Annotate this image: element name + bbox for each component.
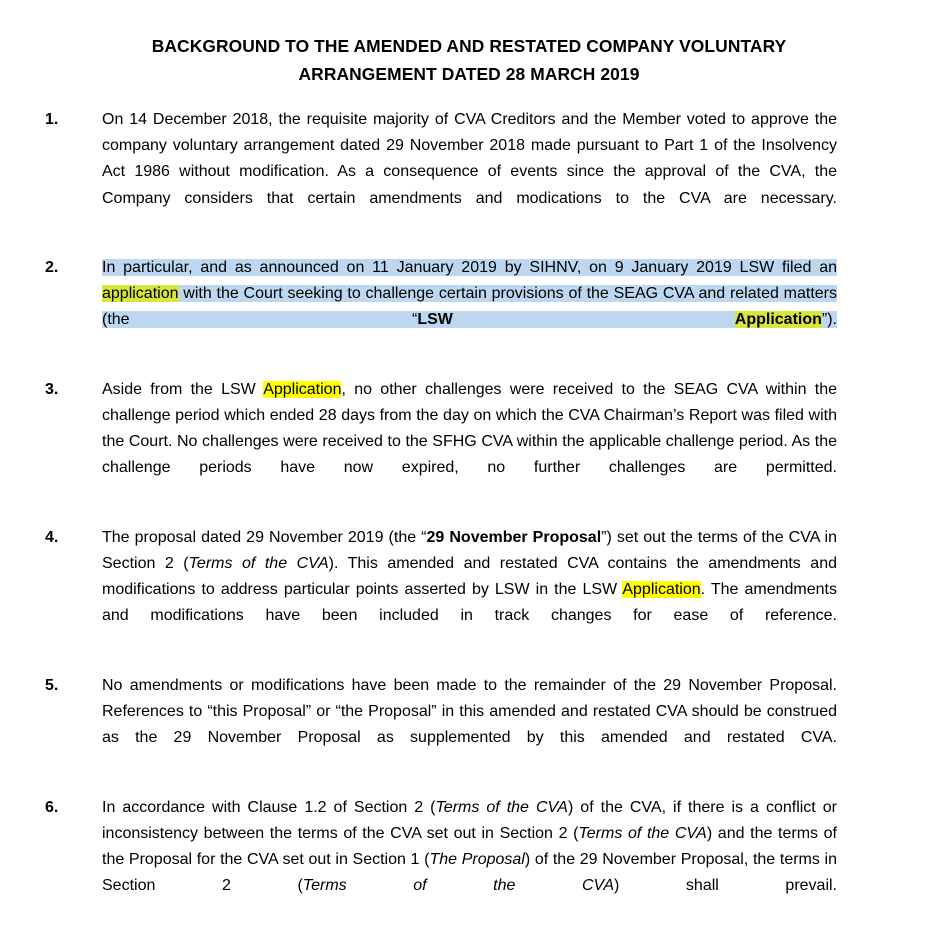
highlighted-text: Application bbox=[263, 380, 342, 398]
clause-item bbox=[0, 107, 938, 238]
clause-number: 2. bbox=[45, 259, 59, 277]
clause-item bbox=[0, 377, 938, 508]
clause-text bbox=[102, 795, 837, 926]
clause-text bbox=[102, 673, 837, 778]
text-run: ”) set out the terms of the CVA in Section 2 ( bbox=[102, 528, 837, 573]
text-run: ) and the terms of the Proposal for the CVA set out in Section 1 ( bbox=[102, 824, 837, 869]
text-run: ) shall prevail. bbox=[614, 877, 838, 895]
clause-number: 3. bbox=[45, 380, 59, 398]
clause-text-content bbox=[102, 799, 837, 895]
clause-text bbox=[102, 107, 837, 238]
text-run: In particular, and as announced on 11 January 2019 by SIHNV, on 9 January 2019 LSW filed an bbox=[102, 259, 837, 277]
text-run: ”). bbox=[821, 311, 837, 329]
text-run: Aside from the LSW bbox=[102, 380, 264, 398]
italic-term: The Proposal bbox=[429, 851, 525, 869]
clause-item bbox=[0, 525, 938, 656]
clause-number: 4. bbox=[45, 528, 59, 546]
clause-text bbox=[102, 377, 837, 508]
text-run: ) of the 29 November Proposal, the terms in Section 2 ( bbox=[102, 851, 837, 895]
text-selection-overlay bbox=[102, 259, 837, 328]
bold-term: 29 November Proposal bbox=[426, 528, 602, 546]
text-run: ) of the CVA, if there is a conflict or inconsistency between the terms of the CVA set out in Section 2 ( bbox=[102, 798, 837, 842]
clause-text bbox=[102, 255, 837, 360]
highlighted-text: application bbox=[102, 285, 179, 303]
clause-text bbox=[102, 525, 837, 656]
italic-term: Terms of the CVA bbox=[435, 798, 568, 816]
clause-text-content bbox=[102, 529, 837, 625]
italic-term: Terms of the CVA bbox=[188, 555, 329, 573]
clause-text-content bbox=[102, 677, 837, 746]
bold-term: LSW bbox=[417, 311, 735, 329]
clause-list bbox=[0, 107, 938, 926]
clause-item bbox=[0, 795, 938, 926]
highlighted-text: Application bbox=[622, 581, 701, 599]
text-run: , no other challenges were received to the SEAG CVA within the challenge period which ended 28 days from the day on which the CVA Chairman’s Report was filed with the Court. No challenges were received to the SFHG CVA within the applicable challenge period. As the challenge periods have now expired, no further challenges are permitted. bbox=[102, 380, 837, 477]
clause-text-content bbox=[102, 111, 837, 207]
text-run: The proposal dated 29 November 2019 (the “ bbox=[102, 528, 427, 546]
clause-number: 6. bbox=[45, 798, 59, 816]
text-run: with the Court seeking to challenge certain provisions of the SEAG CVA and related matters (the “ bbox=[102, 285, 837, 329]
text-run: On 14 December 2018, the requisite majority of CVA Creditors and the Member voted to approve the company voluntary arrangement dated 29 November 2018 made pursuant to Part 1 of the Insolvency Act 1986 without modification. As a consequence of events since the approval of the CVA, the Company considers that certain amendments and modications to the CVA are necessary. bbox=[102, 111, 837, 207]
page-title: BACKGROUND TO THE AMENDED AND RESTATED COMPANY VOLUNTARY ARRANGEMENT DATED 28 MARCH 2019 bbox=[151, 36, 787, 84]
text-run: No amendments or modifications have been made to the remainder of the 29 November Proposal. References to “this Proposal” or “the Proposal” in this amended and restated CVA should be construed as the 29 November Proposal as supplemented by this amended and restated CVA. bbox=[102, 676, 837, 747]
clause-item bbox=[0, 673, 938, 778]
italic-term: Terms of the CVA bbox=[302, 877, 615, 895]
clause-number: 5. bbox=[45, 676, 59, 694]
clause-number: 1. bbox=[45, 111, 59, 128]
text-run: ). This amended and restated CVA contains the amendments and modifications to address particular points asserted by LSW in the LSW bbox=[102, 555, 838, 599]
text-run: . The amendments and modifications have been included in track changes for ease of reference. bbox=[102, 581, 838, 625]
text-run: In accordance with Clause 1.2 of Section 2 ( bbox=[102, 798, 436, 816]
clause-item bbox=[0, 255, 938, 360]
italic-term: Terms of the CVA bbox=[578, 824, 707, 842]
clause-text-content bbox=[102, 381, 837, 477]
highlighted-text: Application bbox=[734, 311, 822, 329]
